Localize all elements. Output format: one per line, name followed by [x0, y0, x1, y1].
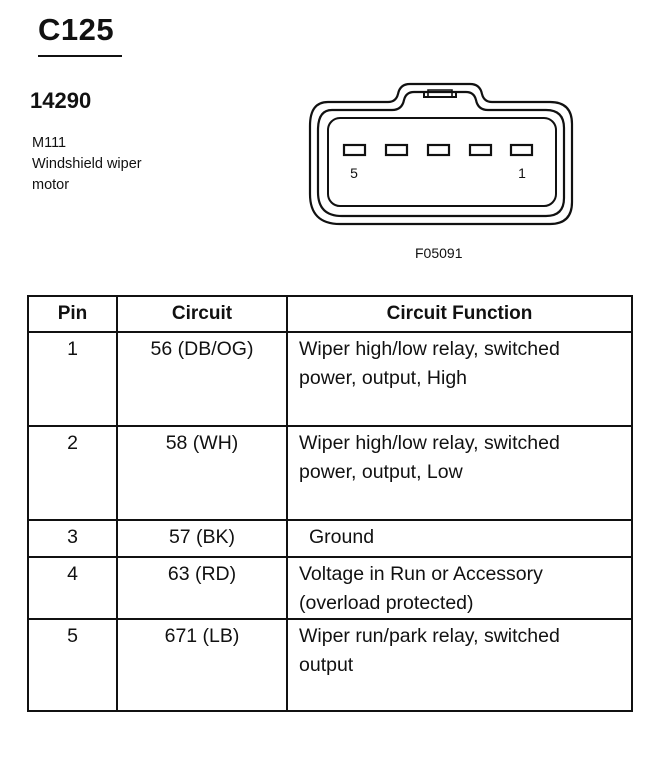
pin-cell: 5	[28, 619, 117, 711]
pin-cavity-5	[344, 145, 365, 155]
circuit-cell: 58 (WH)	[117, 426, 287, 520]
table-row	[28, 332, 632, 426]
table-row	[28, 619, 632, 711]
pin-label-1: 1	[518, 165, 526, 181]
pin-cell: 4	[28, 557, 117, 619]
circuit-cell: 56 (DB/OG)	[117, 332, 287, 426]
pinout-table	[27, 295, 633, 712]
table-row	[28, 426, 632, 520]
component-description	[32, 133, 142, 196]
function-line: Wiper run/park relay, switched	[299, 625, 560, 647]
function-line: output	[299, 654, 354, 676]
function-line: Voltage in Run or Accessory	[299, 563, 543, 585]
function-cell	[287, 619, 632, 711]
function-line: Ground	[309, 526, 375, 548]
header-circuit-function: Circuit Function	[287, 296, 632, 332]
function-line: power, output, High	[299, 367, 468, 389]
pin-cavity-4	[386, 145, 407, 155]
function-line: Wiper high/low relay, switched	[299, 338, 560, 360]
circuit-cell: 671 (LB)	[117, 619, 287, 711]
header-pin: Pin	[28, 296, 117, 332]
pin-cavity-1	[511, 145, 532, 155]
table-row	[28, 520, 632, 557]
function-cell	[287, 557, 632, 619]
pin-cell: 1	[28, 332, 117, 426]
function-line: (overload protected)	[299, 592, 474, 614]
function-line: power, output, Low	[299, 461, 463, 483]
part-number: 14290	[30, 88, 92, 113]
function-line: Wiper high/low relay, switched	[299, 432, 560, 454]
figure-id: F05091	[415, 245, 463, 261]
pin-cavity-3	[428, 145, 449, 155]
circuit-cell: 57 (BK)	[117, 520, 287, 557]
component-name-line2: motor	[32, 177, 70, 193]
table-row	[28, 557, 632, 619]
circuit-cell: 63 (RD)	[117, 557, 287, 619]
function-cell	[287, 426, 632, 520]
connector-pin-face	[328, 118, 556, 206]
function-cell	[287, 520, 632, 557]
pin-cavity-2	[470, 145, 491, 155]
pin-cell: 2	[28, 426, 117, 520]
connector-id: C125	[38, 12, 115, 47]
pin-label-5: 5	[350, 165, 358, 181]
function-cell	[287, 332, 632, 426]
component-name-line1: Windshield wiper	[32, 156, 142, 172]
table-header-row	[28, 296, 632, 332]
connector-id-underline	[38, 55, 122, 57]
connector-face-diagram	[300, 74, 590, 234]
component-code: M111	[32, 135, 67, 151]
header-circuit: Circuit	[117, 296, 287, 332]
pin-cell: 3	[28, 520, 117, 557]
